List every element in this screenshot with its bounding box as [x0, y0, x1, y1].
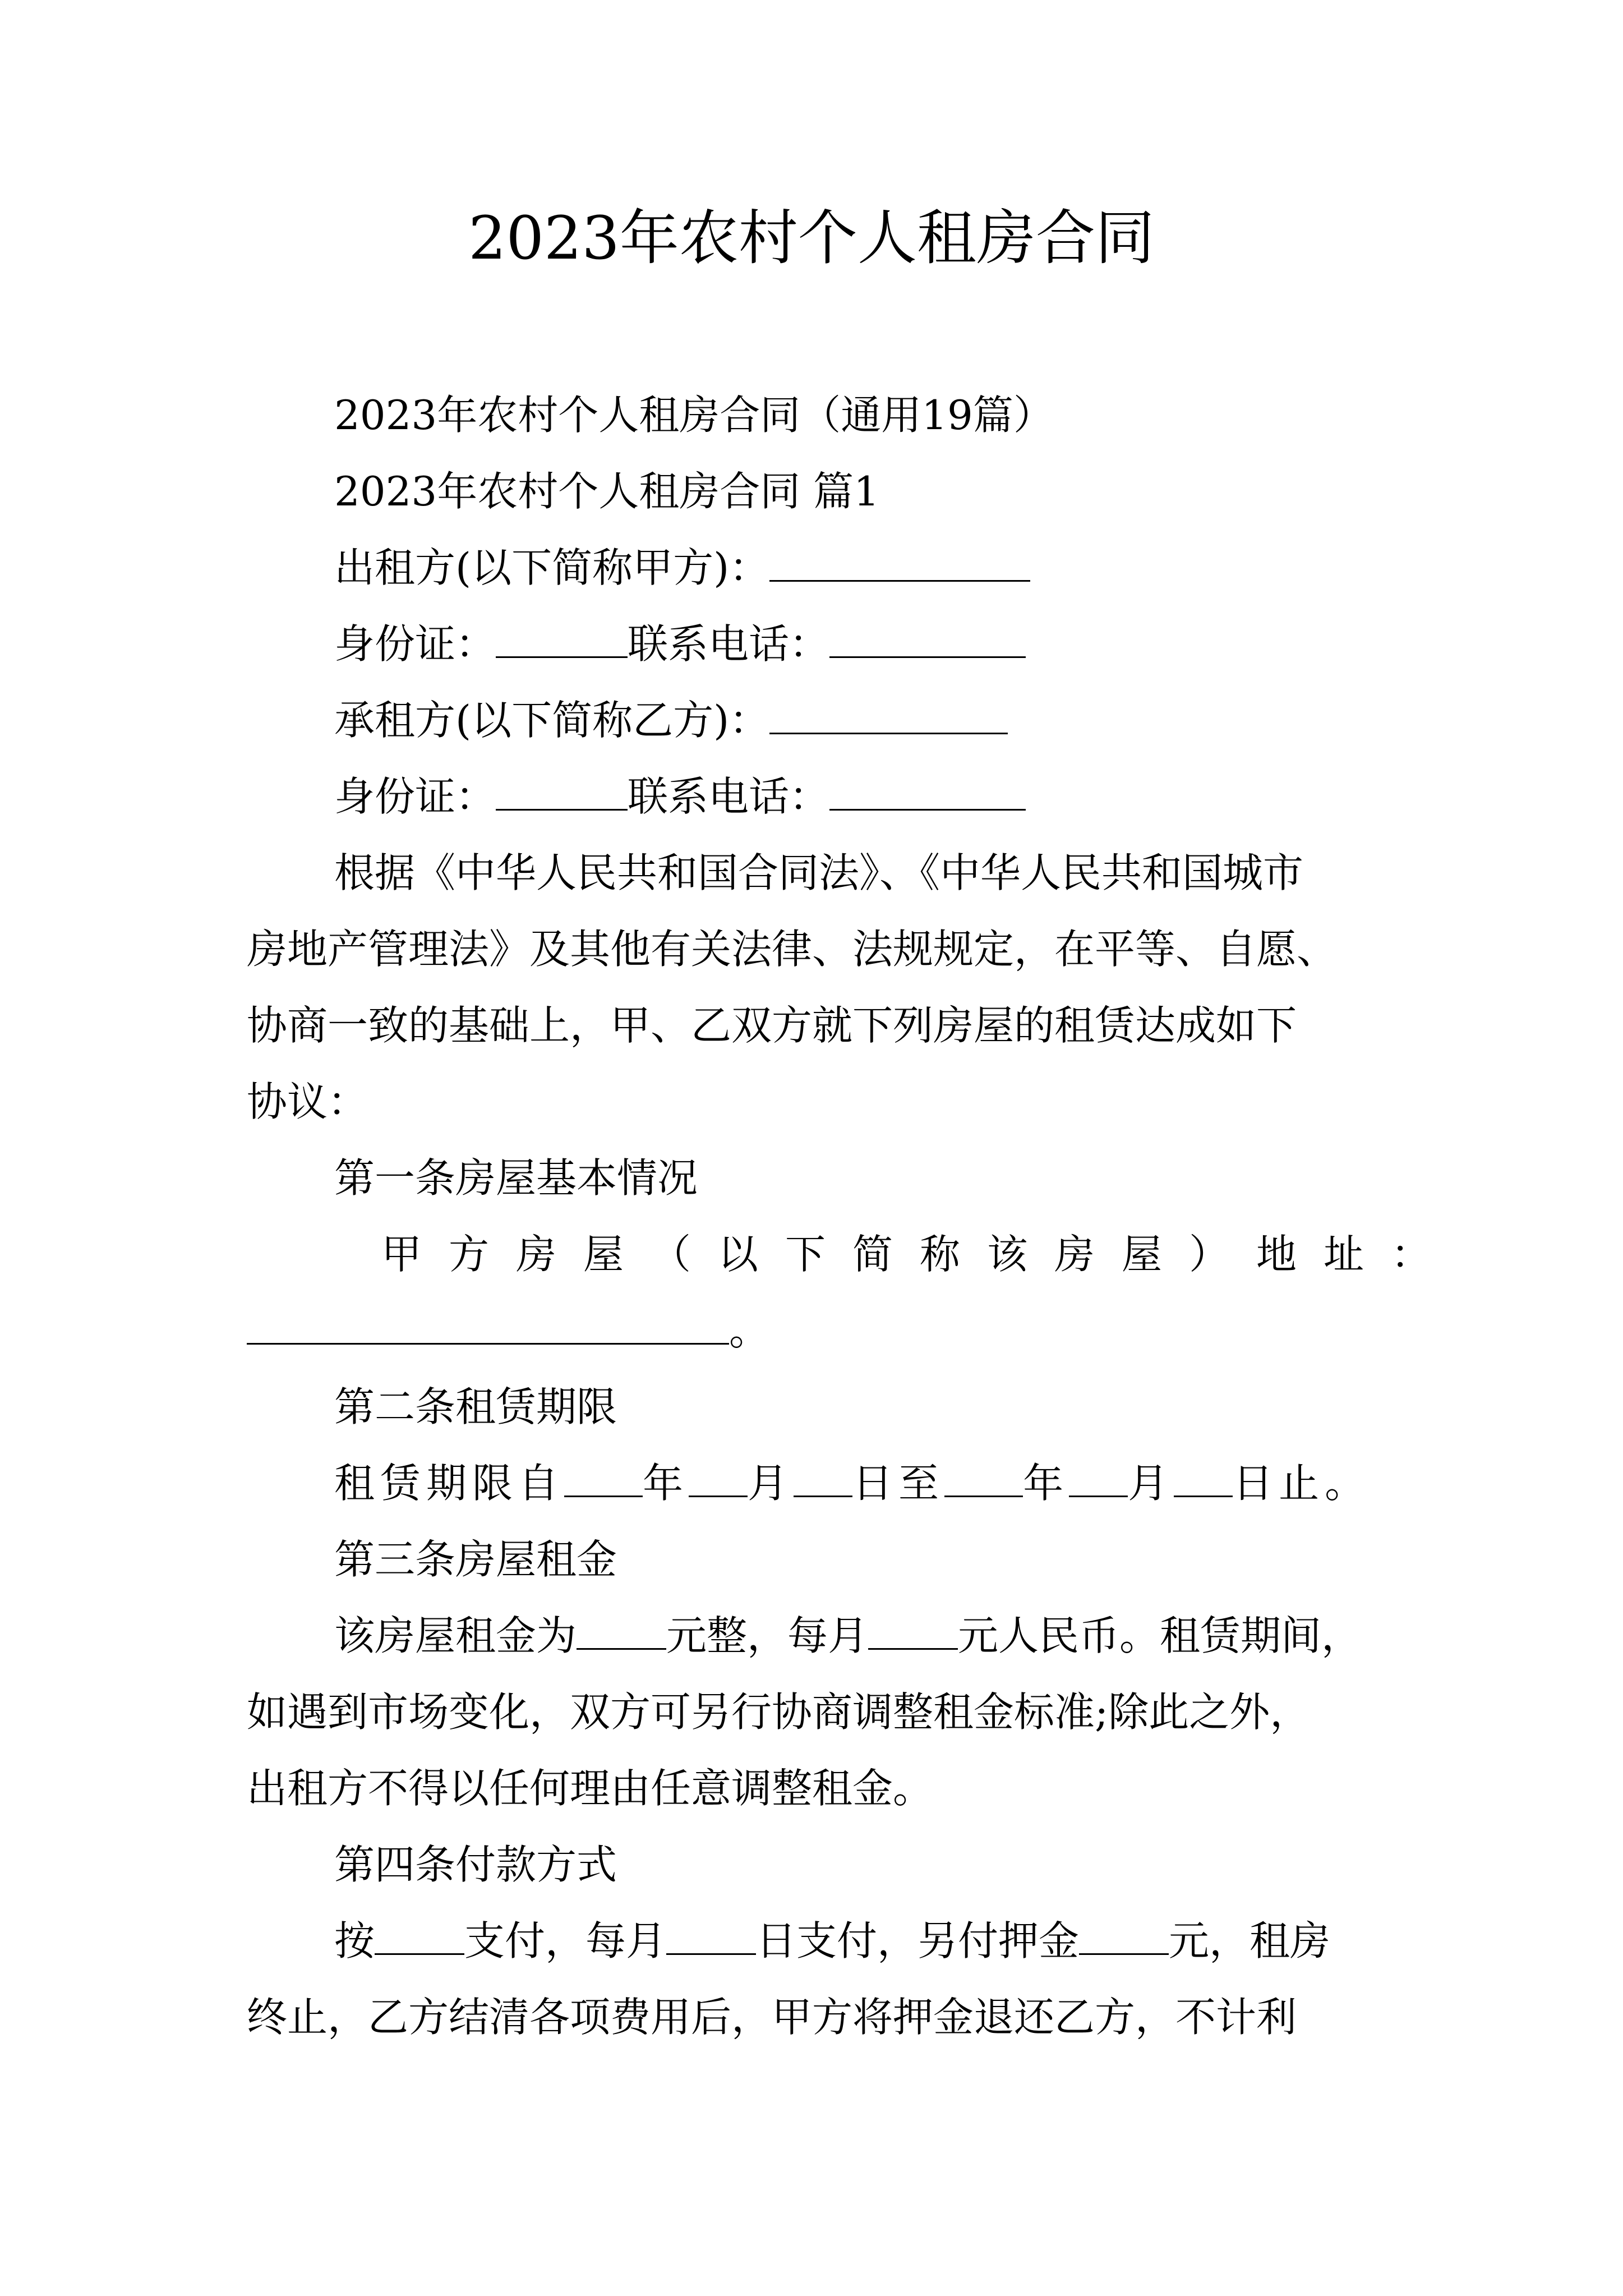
lessee-id-line	[334, 769, 1026, 825]
payment-day-blank	[666, 1915, 756, 1955]
rent-monthly-blank	[868, 1610, 958, 1650]
start-day-blank	[794, 1457, 852, 1497]
start-month-blank	[689, 1457, 748, 1497]
lessor-line	[334, 540, 1030, 596]
term-intro: 租赁期限自	[334, 1460, 565, 1507]
lessor-phone-label: 联系电话：	[628, 620, 830, 668]
article4-line-2: 终止，乙方结清各项费用后，甲方将押金退还乙方，不计利	[247, 1994, 1297, 2041]
article3-rent-line	[334, 1608, 1362, 1664]
lessee-id-label: 身份证：	[334, 773, 496, 820]
payment-monthly-label: 支付，每月	[464, 1917, 667, 1964]
lessee-name-blank	[769, 694, 1008, 734]
address-blank	[247, 1305, 729, 1345]
article1-heading: 第一条房屋基本情况	[334, 1154, 698, 1202]
article3-line-3: 出租方不得以任何理由任意调整租金。	[247, 1765, 934, 1812]
rent-total-blank	[577, 1610, 666, 1650]
payment-method-blank	[375, 1915, 464, 1955]
document-subtitle: 2023年农村个人租房合同（通用19篇）	[334, 392, 1054, 439]
end-day-blank	[1174, 1457, 1233, 1497]
article4-payment-line	[334, 1913, 1330, 1969]
article3-line-2: 如遇到市场变化，双方可另行协商调整租金标准;除此之外，	[247, 1688, 1311, 1736]
term-to: 日至	[852, 1460, 945, 1507]
end-year-blank	[944, 1457, 1023, 1497]
article1-address-label: 甲方房屋（以下简称该房屋）地址：	[381, 1231, 1459, 1278]
end-year-label: 年	[1023, 1460, 1069, 1507]
lessee-phone-blank	[829, 771, 1026, 811]
rent-currency-label: 元人民币。租赁期间，	[958, 1612, 1362, 1659]
lessee-label: 承租方(以下简称乙方)：	[334, 697, 770, 744]
start-year-label: 年	[643, 1460, 689, 1507]
end-month-label: 月	[1128, 1460, 1174, 1507]
article4-heading: 第四条付款方式	[334, 1841, 617, 1888]
lessee-phone-label: 联系电话：	[628, 773, 830, 820]
article2-heading: 第二条租赁期限	[334, 1383, 617, 1430]
section-heading: 2023年农村个人租房合同 篇1	[334, 468, 879, 515]
document-title: 2023年农村个人租房合同	[468, 204, 1155, 273]
payment-intro: 按	[334, 1917, 375, 1964]
lessor-name-blank	[769, 542, 1030, 582]
intro-line-4: 协议：	[247, 1078, 368, 1125]
lessor-label: 出租方(以下简称甲方)：	[334, 544, 770, 591]
lessor-id-line	[334, 616, 1026, 672]
deposit-unit-label: 元，租房	[1169, 1917, 1331, 1964]
lessor-id-blank	[496, 618, 628, 658]
article1-address-line	[247, 1303, 769, 1359]
intro-line-1: 根据《中华人民共和国合同法》、《中华人民共和国城市	[334, 849, 1304, 896]
lessor-phone-blank	[829, 618, 1026, 658]
term-end: 日止。	[1233, 1460, 1371, 1507]
article3-heading: 第三条房屋租金	[334, 1536, 617, 1583]
rent-monthly-label: 元整，每月	[666, 1612, 869, 1659]
article2-term-line	[334, 1455, 1371, 1511]
start-year-blank	[564, 1457, 643, 1497]
intro-line-2: 房地产管理法》及其他有关法律、法规规定，在平等、自愿、	[247, 926, 1338, 973]
intro-line-3: 协商一致的基础上，甲、乙双方就下列房屋的租赁达成如下	[247, 1002, 1297, 1049]
end-month-blank	[1069, 1457, 1128, 1497]
rent-intro: 该房屋租金为	[334, 1612, 577, 1659]
address-end: 。	[729, 1307, 770, 1354]
deposit-blank	[1079, 1915, 1169, 1955]
deposit-label: 日支付，另付押金	[756, 1917, 1080, 1964]
lessee-id-blank	[496, 771, 628, 811]
start-month-label: 月	[748, 1460, 794, 1507]
lessor-id-label: 身份证：	[334, 620, 496, 668]
lessee-line	[334, 692, 1008, 748]
